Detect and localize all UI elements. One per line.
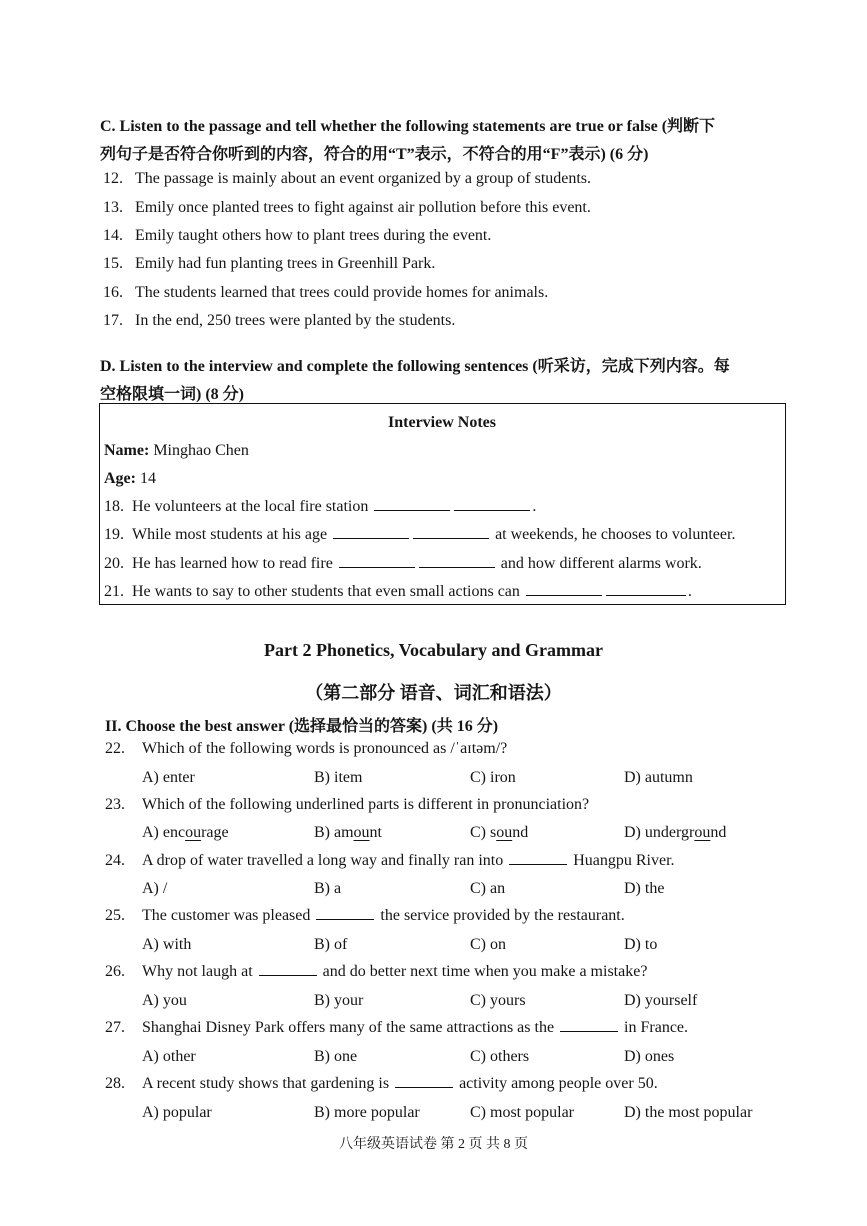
item-text: In the end, 250 trees were planted by the students. [135,312,456,329]
question-number: 22. [105,740,125,757]
option-a[interactable]: A) / [142,880,168,897]
answer-blank[interactable] [339,555,415,568]
answer-blank[interactable] [560,1019,618,1032]
answer-blank[interactable] [454,498,530,511]
notes-title: Interview Notes [388,414,496,431]
question-text-end: . [687,583,692,600]
question-stem: A drop of water travelled a long way and finally ran into [142,852,504,869]
interview-notes-box [99,403,786,605]
list-item [103,199,591,217]
list-item [103,255,435,273]
section-c-heading-line2: 列句子是否符合你听到的内容，符合的用“T”表示，不符合的用“F”表示) (6 分) [100,146,649,163]
item-text: Emily taught others how to plant trees during the event. [135,227,492,244]
question-stem: Why not laugh at [142,963,253,980]
question-number: 27. [105,1019,125,1036]
section-d-heading-line1: D. Listen to the interview and complete the following sentences (听采访，完成下列内容。每 [100,358,730,375]
option-text: D) undergr [624,824,695,841]
option-c[interactable]: C) most popular [470,1104,574,1121]
question-27 [105,1019,688,1037]
question-stem: A recent study shows that gardening is [142,1075,390,1092]
option-c[interactable]: C) yours [470,992,526,1009]
section-d-heading-line2: 空格限填一词) (8 分) [100,386,244,403]
question-stem-end: Huangpu River. [573,852,675,869]
section-ii-heading: II. Choose the best answer (选择最恰当的答案) (共 16 分) [105,718,499,735]
option-b[interactable]: B) your [314,992,364,1009]
question-number: 25. [105,907,125,924]
option-a[interactable]: A) enter [142,769,195,786]
option-text: A) enc [142,824,186,841]
item-number: 17. [103,312,123,329]
question-stem-end: and do better next time when you make a mistake? [322,963,648,980]
option-b[interactable]: B) one [314,1048,358,1065]
option-text: C) s [470,824,497,841]
option-d[interactable]: D) ones [624,1048,675,1065]
option-b[interactable]: B) of [314,936,348,953]
item-number: 14. [103,227,123,244]
question-text: He volunteers at the local fire station [132,498,369,515]
option-text: B) am [314,824,354,841]
answer-blank[interactable] [316,907,374,920]
page-footer: 八年级英语试卷 第 2 页 共 8 页 [339,1137,528,1152]
question-stem-end: in France. [624,1019,689,1036]
underlined-part: ou [496,824,513,841]
answer-blank[interactable] [413,526,489,539]
item-number: 16. [103,284,123,301]
list-item [103,284,548,302]
question-21 [104,583,692,601]
part2-subtitle: （第二部分 语音、词汇和语法） [305,683,562,703]
option-text: nt [369,824,382,841]
name-row [104,442,249,460]
item-text: Emily once planted trees to fight against air pollution before this event. [135,199,591,216]
list-item [103,312,455,330]
question-18 [104,498,536,516]
question-stem: Which of the following words is pronounced as /ˈaɪtəm/? [142,740,508,757]
answer-blank[interactable] [509,852,567,865]
option-text: nd [710,824,727,841]
option-d[interactable]: D) autumn [624,769,693,786]
question-text-end: at weekends, he chooses to volunteer. [495,526,736,543]
name-label: Name: [104,442,150,459]
option-a[interactable]: A) with [142,936,192,953]
question-number: 20. [104,555,124,572]
underlined-part: ou [694,824,711,841]
answer-blank[interactable] [259,963,317,976]
age-value: 14 [139,470,156,487]
option-c[interactable]: C) on [470,936,506,953]
underlined-part: ou [185,824,202,841]
answer-blank[interactable] [606,583,686,596]
question-number: 21. [104,583,124,600]
answer-blank[interactable] [419,555,495,568]
option-d[interactable] [624,824,726,842]
age-label: Age: [104,470,136,487]
option-text: rage [201,824,229,841]
item-text: Emily had fun planting trees in Greenhill Park. [135,255,436,272]
option-b[interactable]: B) a [314,880,342,897]
question-stem: The customer was pleased [142,907,311,924]
item-text: The students learned that trees could provide homes for animals. [135,284,549,301]
question-20 [104,555,702,573]
question-stem: Shanghai Disney Park offers many of the same attractions as the [142,1019,555,1036]
section-c-heading-line1: C. Listen to the passage and tell whether the following statements are true or false (判断下 [100,118,716,135]
item-text: The passage is mainly about an event organized by a group of students. [135,170,592,187]
answer-blank[interactable] [526,583,602,596]
answer-blank[interactable] [374,498,450,511]
item-number: 13. [103,199,123,216]
question-text: He wants to say to other students that even small actions can [132,583,520,600]
question-26 [105,963,647,981]
question-number: 19. [104,526,124,543]
question-number: 24. [105,852,125,869]
list-item [103,227,491,245]
age-row [104,470,156,488]
question-25 [105,907,625,925]
question-28 [105,1075,658,1093]
question-19 [104,526,735,544]
question-23 [105,796,589,814]
option-d[interactable]: D) the [624,880,665,897]
option-b[interactable] [314,824,382,842]
option-a[interactable] [142,824,229,842]
option-b[interactable]: B) more popular [314,1104,420,1121]
option-d[interactable]: D) yourself [624,992,698,1009]
question-24 [105,852,675,870]
option-c[interactable]: C) others [470,1048,530,1065]
option-d[interactable]: D) to [624,936,658,953]
question-number: 28. [105,1075,125,1092]
question-number: 23. [105,796,125,813]
item-number: 15. [103,255,123,272]
option-c[interactable]: C) an [470,880,506,897]
option-c[interactable] [470,824,528,842]
answer-blank[interactable] [395,1075,453,1088]
question-text: He has learned how to read fire [132,555,333,572]
question-22 [105,740,507,758]
question-text-end: . [532,498,537,515]
question-stem-end: activity among people over 50. [459,1075,658,1092]
item-number: 12. [103,170,123,187]
underlined-part: ou [353,824,370,841]
answer-blank[interactable] [333,526,409,539]
question-text-end: and how different alarms work. [500,555,702,572]
part2-title: Part 2 Phonetics, Vocabulary and Grammar [264,640,603,660]
option-a[interactable]: A) you [142,992,187,1009]
question-number: 26. [105,963,125,980]
option-b[interactable]: B) item [314,769,363,786]
option-d[interactable]: D) the most popular [624,1104,753,1121]
question-number: 18. [104,498,124,515]
question-text: While most students at his age [132,526,328,543]
option-c[interactable]: C) iron [470,769,516,786]
question-stem: Which of the following underlined parts is different in pronunciation? [142,796,590,813]
option-text: nd [512,824,529,841]
list-item [103,170,591,188]
option-a[interactable]: A) other [142,1048,196,1065]
question-stem-end: the service provided by the restaurant. [380,907,625,924]
name-value: Minghao Chen [153,442,249,459]
option-a[interactable]: A) popular [142,1104,212,1121]
